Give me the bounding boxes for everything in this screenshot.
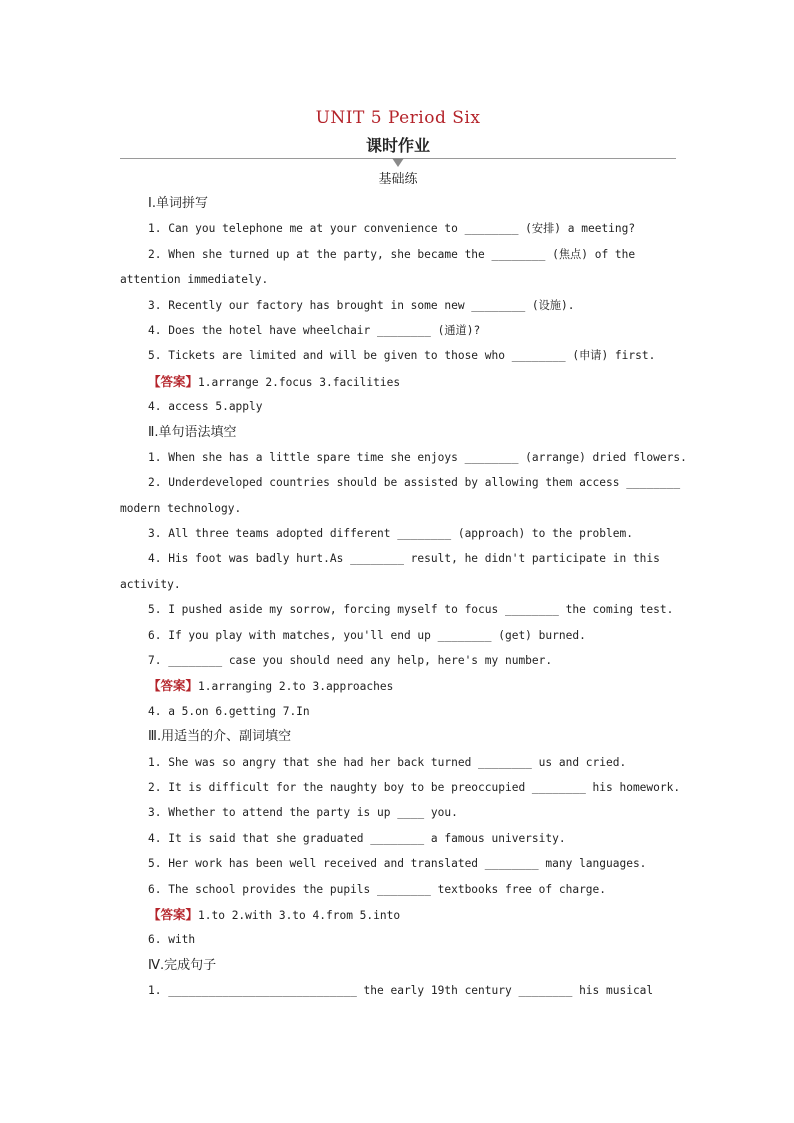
answer-line: 4. a 5.on 6.getting 7.In xyxy=(148,704,310,718)
page-subtitle: 课时作业 xyxy=(365,136,430,155)
answer-text: 1.arrange 2.focus 3.facilities xyxy=(198,375,401,389)
section-heading: Ⅲ.用适当的介、副词填空 xyxy=(148,729,292,745)
title-divider xyxy=(120,158,676,159)
answer-tag: 【答案】 xyxy=(148,906,199,922)
question-line: 1. ____________________________ the early 19th century ________ his musical xyxy=(148,984,654,998)
question-line: 2. It is difficult for the naughty boy to be preoccupied ________ his homework. xyxy=(148,780,681,794)
answer-line: 6. with xyxy=(148,933,196,947)
triangle-marker-icon xyxy=(392,158,404,167)
answer-text: 1.arranging 2.to 3.approaches xyxy=(198,680,394,694)
question-line: 6. The school provides the pupils ________ textbooks free of charge. xyxy=(148,882,607,896)
question-line: 2. Underdeveloped countries should be assisted by allowing them access ________ xyxy=(148,476,681,490)
section-heading: Ⅳ.完成句子 xyxy=(148,957,217,973)
question-line: 6. If you play with matches, you'll end up ________ (get) burned. xyxy=(148,628,586,642)
question-continuation: attention immediately. xyxy=(120,273,269,287)
question-line: 1. When she has a little spare time she enjoys ________ (arrange) dried flowers. xyxy=(148,450,687,464)
question-line: 1. She was so angry that she had her back turned ________ us and cried. xyxy=(148,755,627,769)
answer-line xyxy=(120,369,676,394)
answer-tag: 【答案】 xyxy=(148,678,199,694)
level-label: 基础练 xyxy=(378,172,418,187)
question-line: 3. All three teams adopted different ________ (approach) to the problem. xyxy=(148,527,633,541)
question-line: 2. When she turned up at the party, she became the ________ (焦点) of the xyxy=(148,247,636,261)
question-line: 5. I pushed aside my sorrow, forcing myself to focus ________ the coming test. xyxy=(148,603,674,617)
question-continuation: modern technology. xyxy=(120,501,242,515)
page-title: UNIT 5 Period Six xyxy=(315,108,481,128)
section-heading: Ⅱ.单句语法填空 xyxy=(148,424,237,440)
question-line: 1. Can you telephone me at your convenience to ________ (安排) a meeting? xyxy=(148,222,636,236)
question-line: 5. Her work has been well received and translated ________ many languages. xyxy=(148,857,647,871)
section-heading: Ⅰ.单词拼写 xyxy=(148,196,208,211)
question-line: 5. Tickets are limited and will be given to those who ________ (申请) first. xyxy=(148,349,656,363)
question-line: 7. ________ case you should need any help, here's my number. xyxy=(148,654,553,668)
answer-line xyxy=(120,902,676,927)
question-line: 3. Whether to attend the party is up ____ you. xyxy=(148,806,458,820)
answer-tag: 【答案】 xyxy=(148,373,199,389)
question-continuation: activity. xyxy=(120,577,181,591)
answer-line: 4. access 5.apply xyxy=(148,400,263,414)
answer-line xyxy=(120,673,676,698)
answer-text: 1.to 2.with 3.to 4.from 5.into xyxy=(198,908,401,922)
question-line: 3. Recently our factory has brought in some new ________ (设施). xyxy=(148,298,575,312)
document-page xyxy=(120,100,687,1004)
question-line: 4. His foot was badly hurt.As ________ result, he didn't participate in this xyxy=(148,552,660,566)
question-line: 4. It is said that she graduated ________ a famous university. xyxy=(148,831,566,845)
question-line: 4. Does the hotel have wheelchair ________ (通道)? xyxy=(148,323,481,337)
